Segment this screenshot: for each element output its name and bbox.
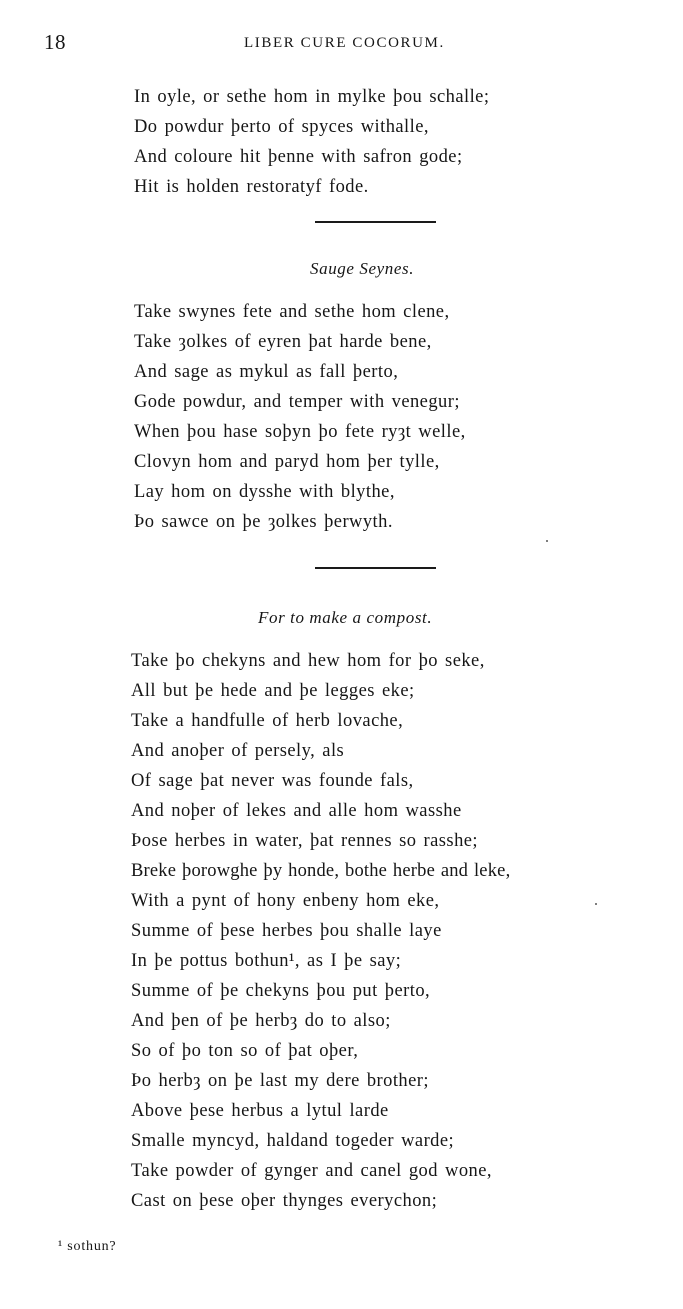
- verse-line: Do powdur þerto of spyces withalle,: [134, 117, 429, 137]
- verse-line: Lay hom on dysshe with blythe,: [134, 482, 395, 502]
- verse-line: And noþer of lekes and alle hom wasshe: [131, 801, 462, 821]
- verse-line: Gode powdur, and temper with venegur;: [134, 392, 460, 412]
- verse-line: All but þe hede and þe legges eke;: [131, 681, 415, 701]
- verse-line: Hit is holden restoratyf fode.: [134, 177, 369, 197]
- page-number: 18: [44, 30, 66, 54]
- verse-line: Þo sawce on þe ȝolkes þerwyth.: [134, 512, 393, 532]
- print-speck: [595, 903, 597, 905]
- verse-line: Take þo chekyns and hew hom for þo seke,: [131, 651, 485, 671]
- verse-line: So of þo ton so of þat oþer,: [131, 1041, 359, 1061]
- verse-line: In þe pottus bothun¹, as I þe say;: [131, 951, 402, 971]
- section-divider: [315, 221, 436, 223]
- verse-line: Take a handfulle of herb lovache,: [131, 711, 404, 731]
- verse-line: Þo herbȝ on þe last my dere brother;: [131, 1071, 429, 1091]
- verse-line: Breke þorowghe þy honde, bothe herbe and leke,: [131, 861, 511, 881]
- verse-line: And sage as mykul as fall þerto,: [134, 362, 399, 382]
- print-speck: [546, 540, 548, 542]
- verse-line: When þou hase soþyn þo fete ryȝt welle,: [134, 422, 466, 442]
- verse-line: Clovyn hom and paryd hom þer tylle,: [134, 452, 440, 472]
- verse-line: And coloure hit þenne with safron gode;: [134, 147, 463, 167]
- opening-stanza: [134, 82, 489, 202]
- running-title: LIBER CURE COCORUM.: [244, 35, 445, 51]
- verse-line: Cast on þese oþer thynges everychon;: [131, 1191, 438, 1211]
- verse-line: With a pynt of hony enbeny hom eke,: [131, 891, 440, 911]
- footnote: ¹ sothun?: [58, 1239, 117, 1254]
- verse-line: Take powder of gynger and canel god wone,: [131, 1161, 492, 1181]
- recipe-verse-compost: [131, 646, 510, 1216]
- verse-line: Þose herbes in water, þat rennes so rasshe;: [131, 831, 479, 851]
- verse-line: Summe of þe chekyns þou put þerto,: [131, 981, 431, 1001]
- verse-line: And anoþer of persely, als: [131, 741, 345, 761]
- verse-line: Above þese herbus a lytul larde: [131, 1101, 389, 1121]
- verse-line: Smalle myncyd, haldand togeder warde;: [131, 1131, 455, 1151]
- verse-line: And þen of þe herbȝ do to also;: [131, 1011, 391, 1031]
- verse-line: Take swynes fete and sethe hom clene,: [134, 302, 450, 322]
- verse-line: In oyle, or sethe hom in mylke þou schalle;: [134, 87, 490, 107]
- recipe-verse-sauge-seynes: [134, 297, 466, 537]
- verse-line: Take ȝolkes of eyren þat harde bene,: [134, 332, 432, 352]
- section-divider: [315, 567, 436, 569]
- verse-line: Summe of þese herbes þou shalle laye: [131, 921, 442, 941]
- section-title: Sauge Seynes.: [310, 259, 415, 278]
- verse-line: Of sage þat never was founde fals,: [131, 771, 414, 791]
- section-title: For to make a compost.: [258, 608, 433, 627]
